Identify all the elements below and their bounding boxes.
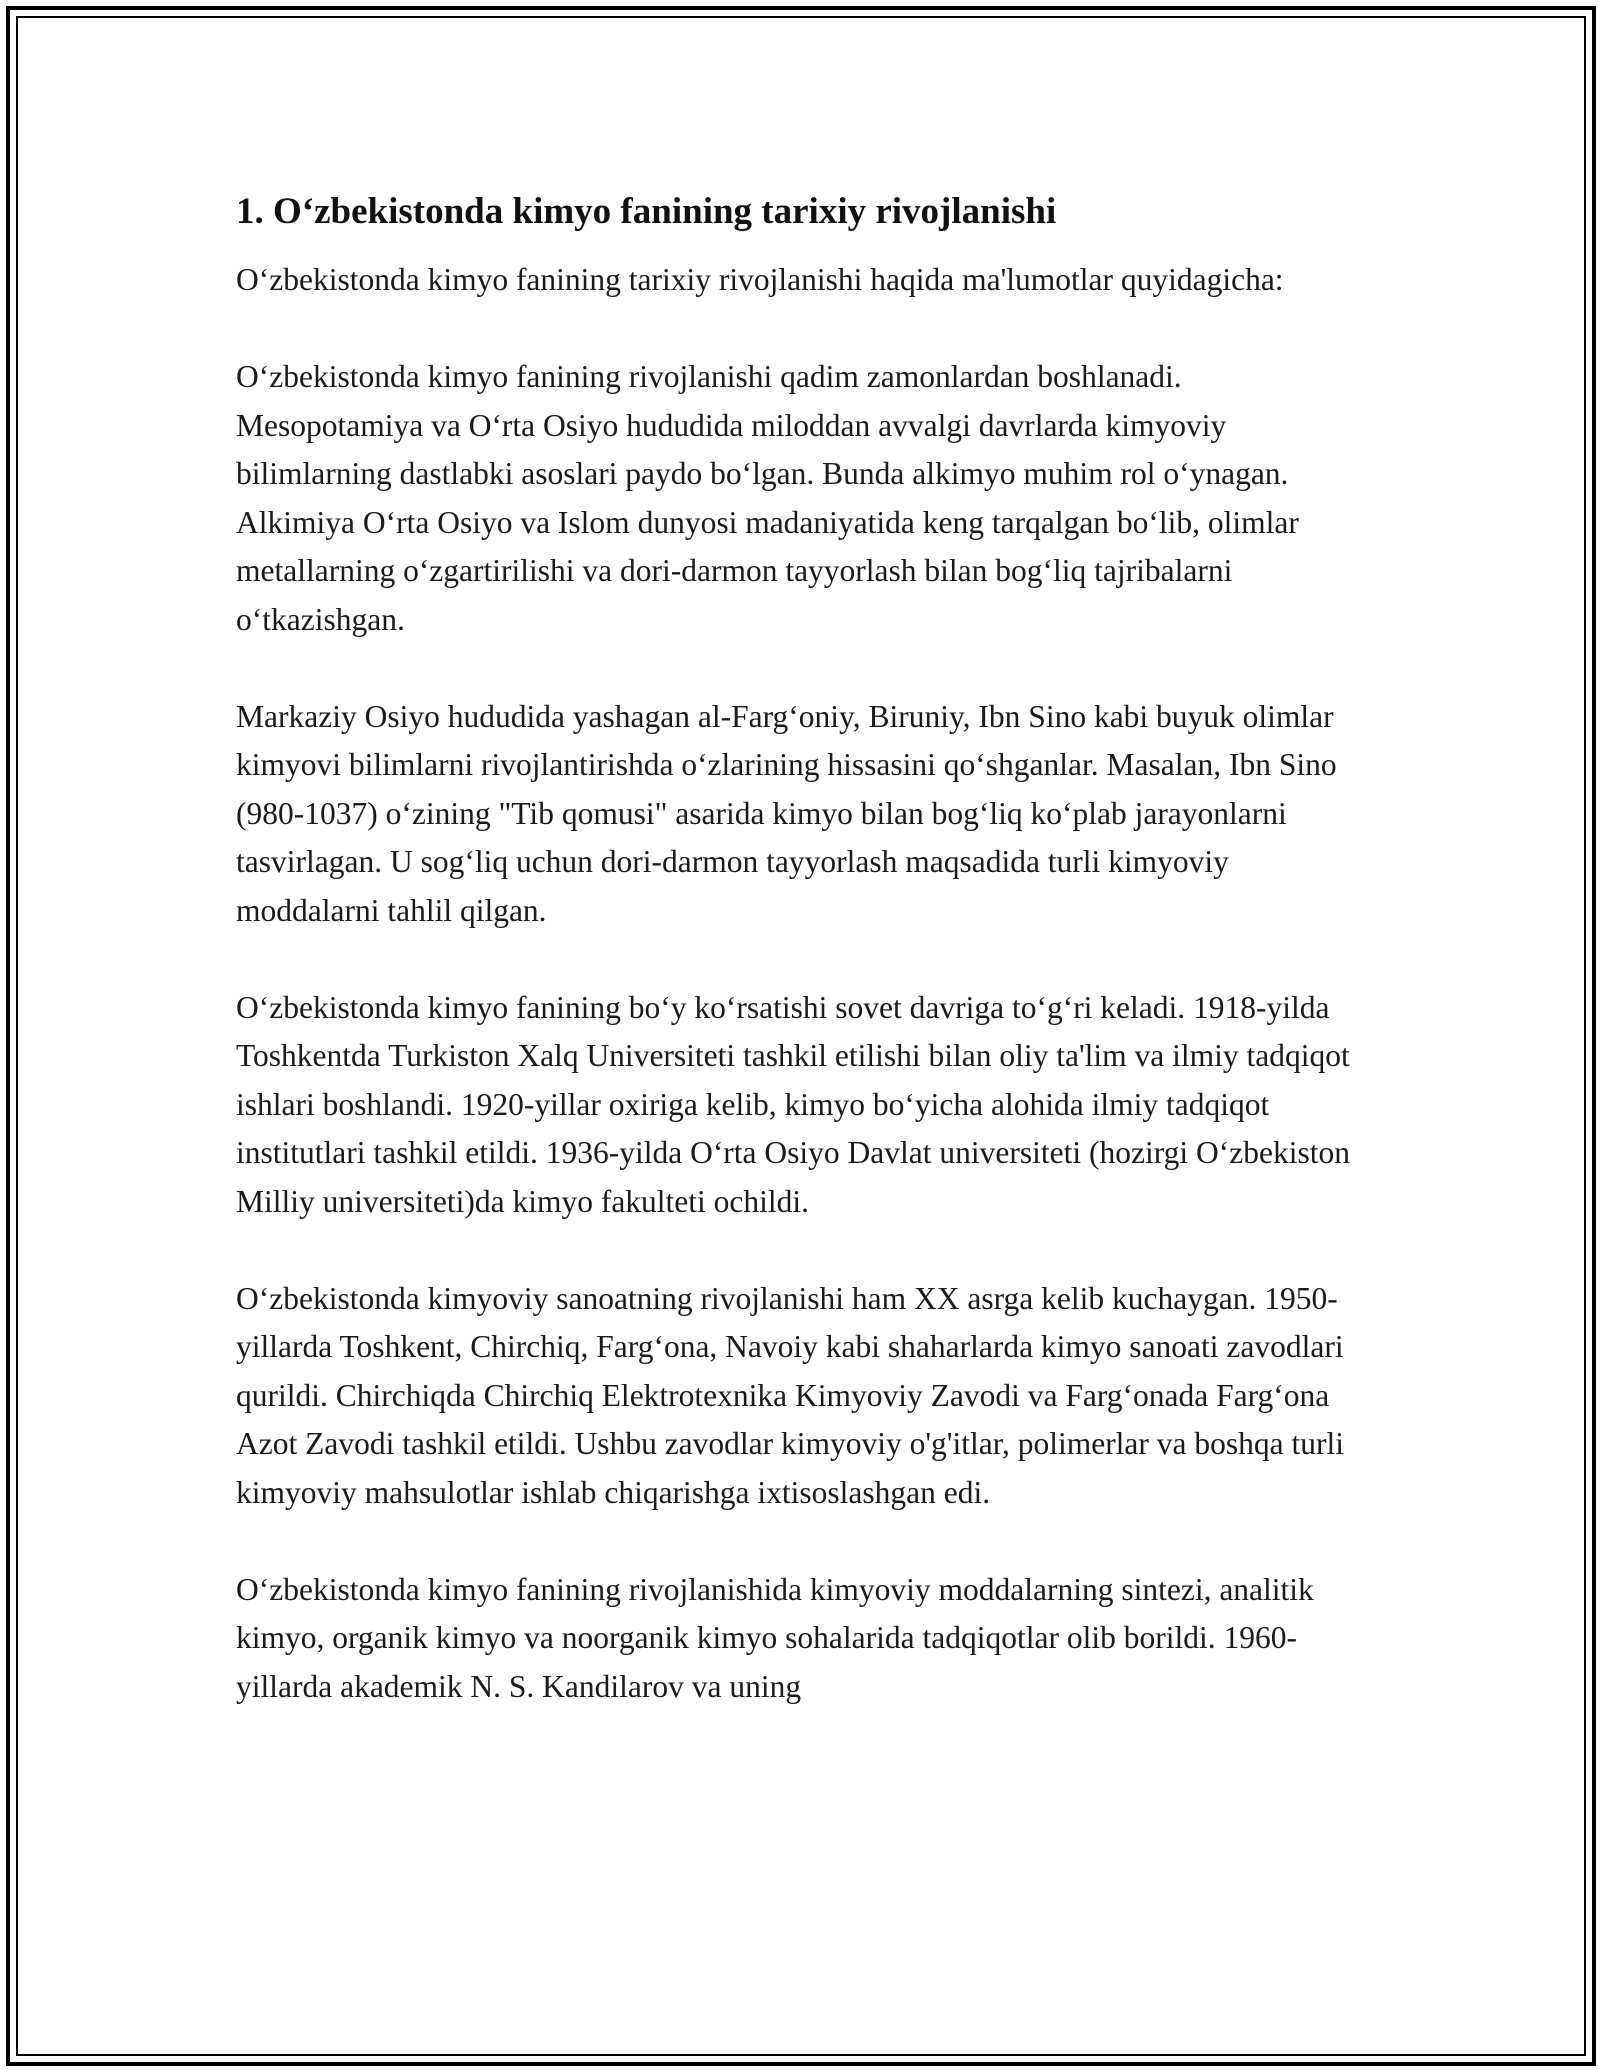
page-title: 1. Oʻzbekistonda kimyo fanining tarixiy rivojlanishi xyxy=(236,191,1057,232)
paragraph-central-asian-scholars: Markaziy Osiyo hududida yashagan al-Fargʻoniy, Biruniy, Ibn Sino kabi buyuk olimlar kimyovi bilimlarni rivojlantirishda oʻzlarining hissasini qoʻshganlar. Masalan, Ibn Sino (980-1037) oʻzining "Tib qomusi" asarida kimyo bilan bogʻliq koʻplab jarayonlarni tasvirlagan. U sogʻliq uchun dori-darmon tayyorlash maqsadida turli kimyoviy moddalarni tahlil qilgan. xyxy=(236,698,1337,928)
paragraph-chemical-industry: Oʻzbekistonda kimyoviy sanoatning rivojlanishi ham XX asrga kelib kuchaygan. 1950-yillarda Toshkent, Chirchiq, Fargʻona, Navoiy kabi shaharlarda kimyo sanoati zavodlari qurildi. Chirchiqda Chirchiq Elektrotexnika Kimyoviy Zavodi va Fargʻonada Fargʻona Azot Zavodi tashkil etildi. Ushbu zavodlar kimyoviy o'g'itlar, polimerlar va boshqa turli kimyoviy mahsulotlar ishlab chiqarishga ixtisoslashgan edi. xyxy=(236,1280,1344,1510)
paragraph-ancient-origins: Oʻzbekistonda kimyo fanining rivojlanishi qadim zamonlardan boshlanadi. Mesopotamiya va Oʻrta Osiyo hududida miloddan avvalgi davrlarda kimyoviy bilimlarning dastlabki asoslari paydo boʻlgan. Bunda alkimyo muhim rol oʻynagan. Alkimiya Oʻrta Osiyo va Islom dunyosi madaniyatida keng tarqalgan boʻlib, olimlar metallarning oʻzgartirilishi va dori-darmon tayyorlash bilan bogʻliq tajribalarni oʻtkazishgan. xyxy=(236,359,1299,637)
document-body xyxy=(236,188,1360,1760)
paragraph-research-fields: Oʻzbekistonda kimyo fanining rivojlanishida kimyoviy moddalarning sintezi, analitik kimyo, organik kimyo va noorganik kimyo sohalarida tadqiqotlar olib borildi. 1960-yillarda akademik N. S. Kandilarov va uning xyxy=(236,1571,1314,1704)
paragraph-intro: Oʻzbekistonda kimyo fanining tarixiy rivojlanishi haqida ma'lumotlar quyidagicha: xyxy=(236,262,1284,297)
paragraph-soviet-era: Oʻzbekistonda kimyo fanining boʻy koʻrsatishi sovet davriga toʻgʻri keladi. 1918-yilda Toshkentda Turkiston Xalq Universiteti tashkil etilishi bilan oliy ta'lim va ilmiy tadqiqot ishlari boshlandi. 1920-yillar oxiriga kelib, kimyo boʻyicha alohida ilmiy tadqiqot institutlari tashkil etildi. 1936-yilda Oʻrta Osiyo Davlat universiteti (hozirgi Oʻzbekiston Milliy universiteti)da kimyo fakulteti ochildi. xyxy=(236,989,1350,1219)
